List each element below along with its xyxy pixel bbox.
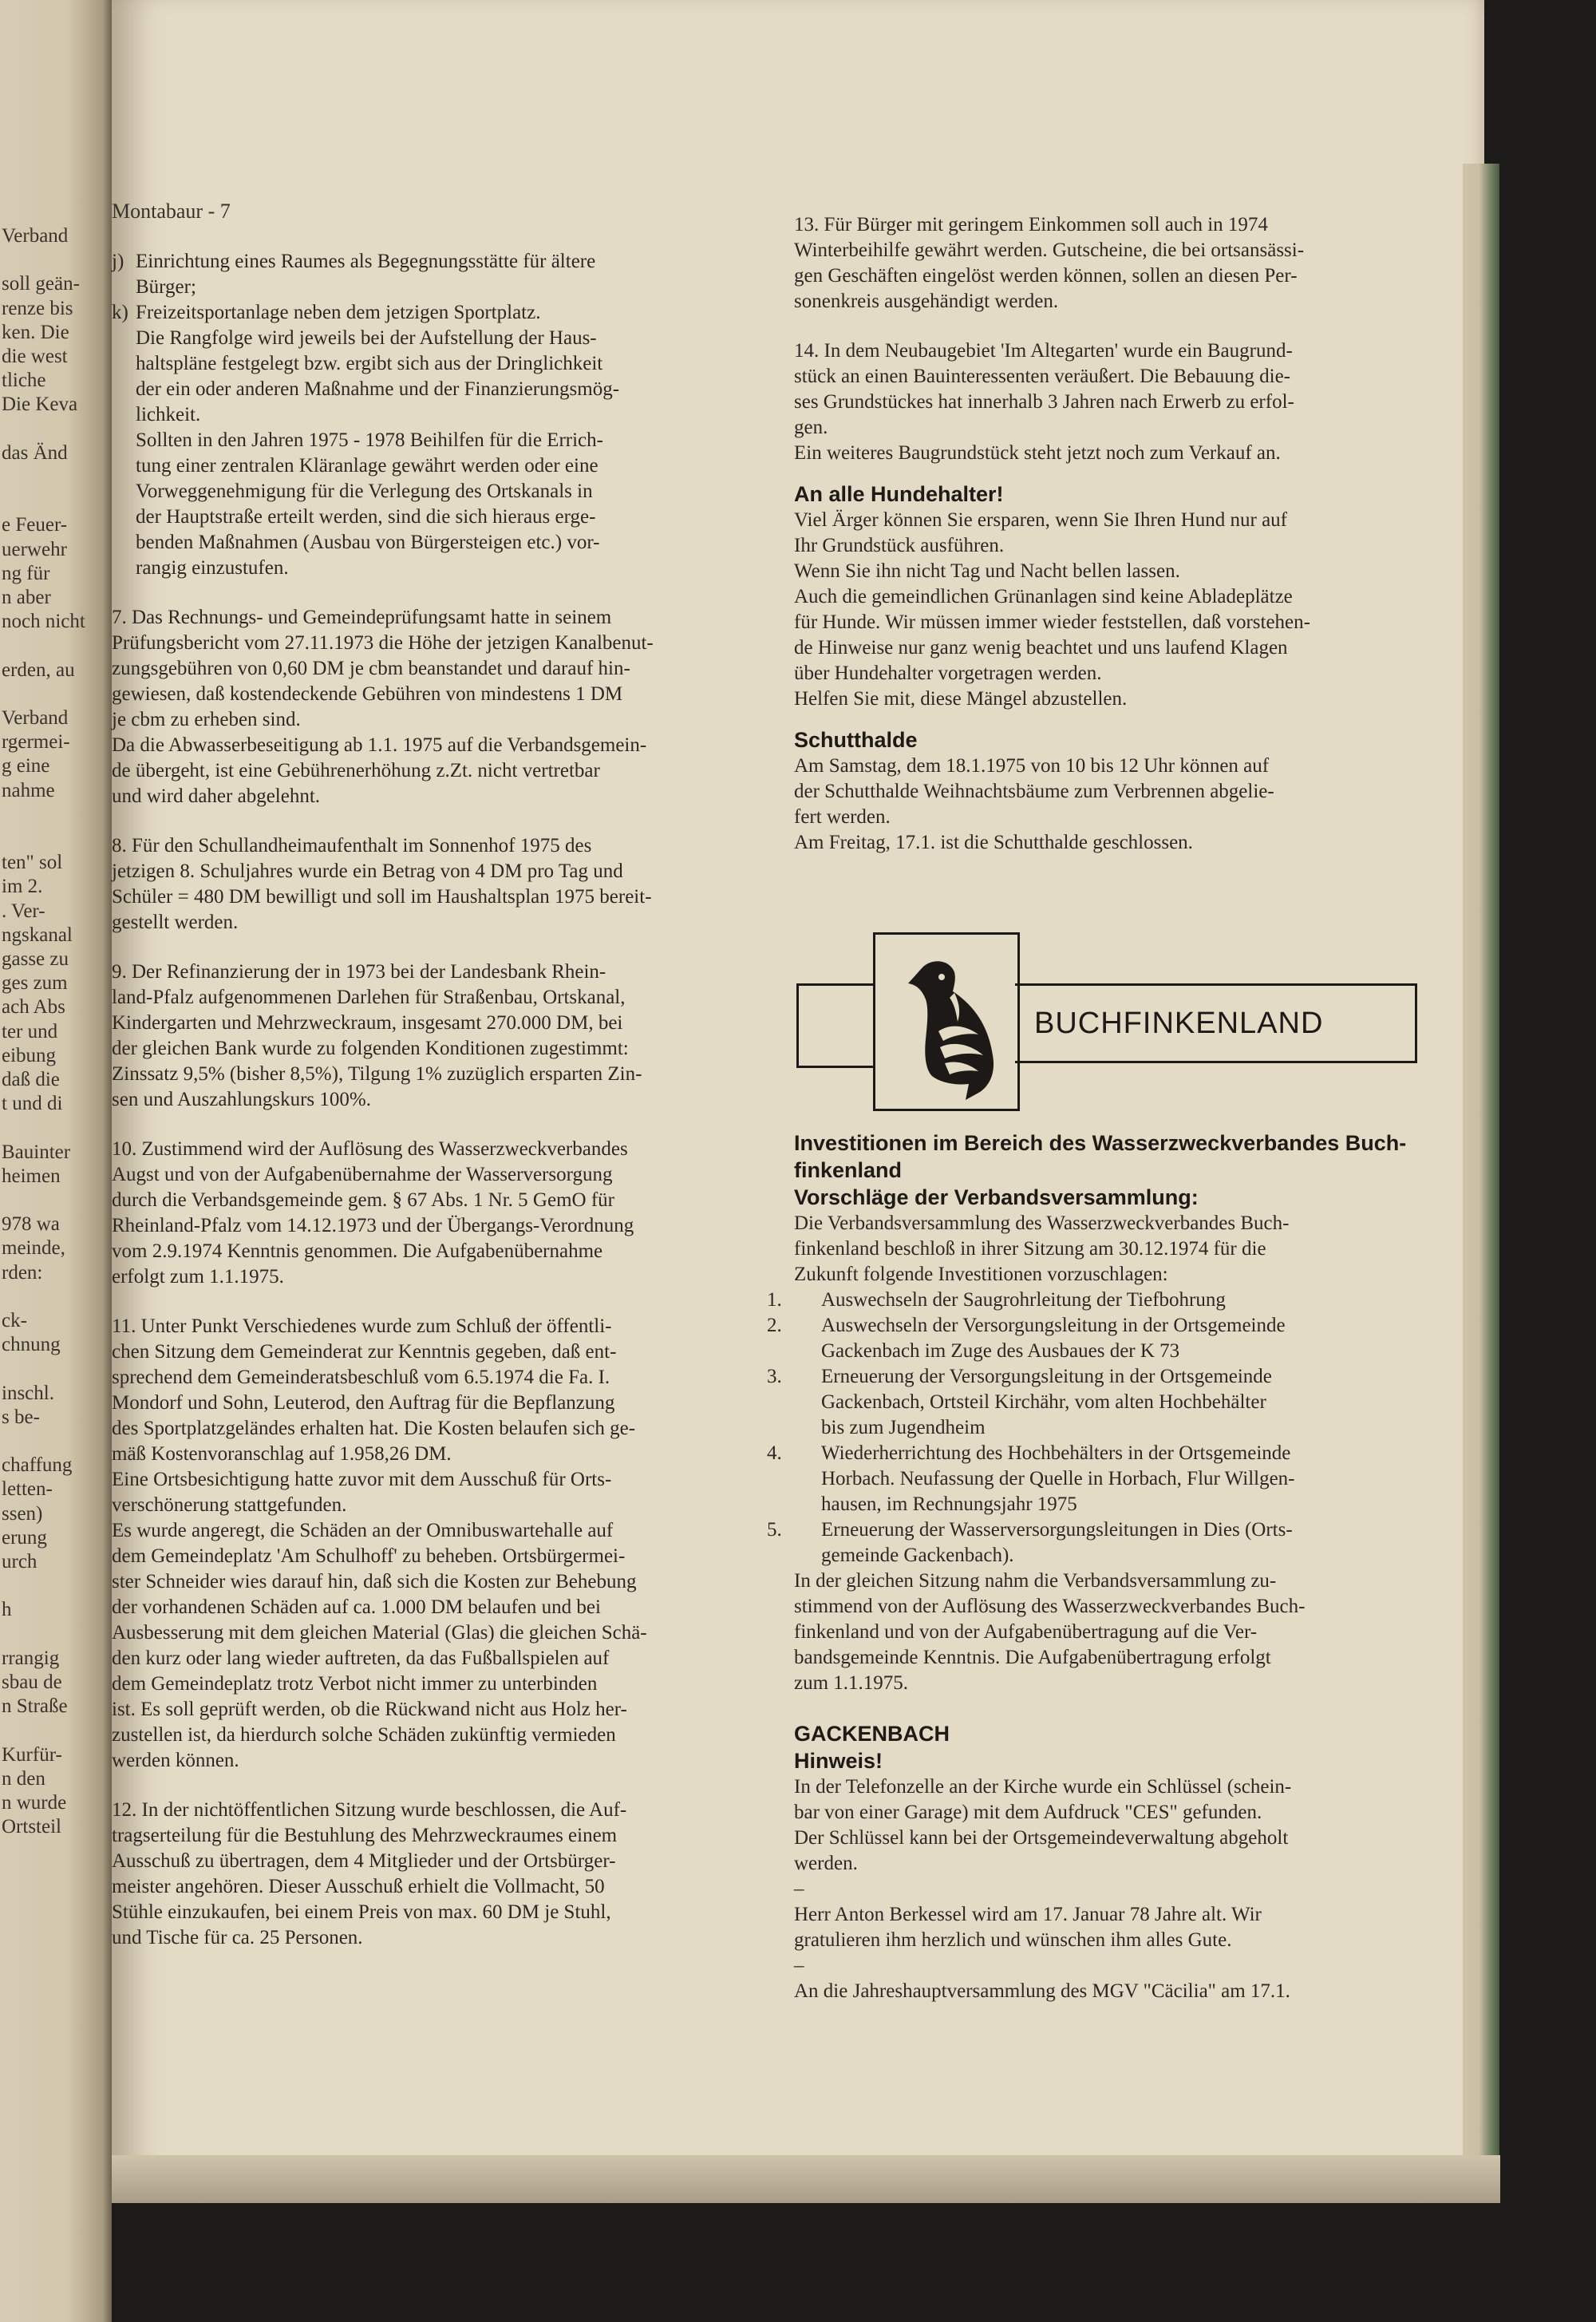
previous-page-text-fragment: eibung [2,1044,57,1066]
item-7-paragraph [112,605,766,809]
previous-page-text-fragment: ges zum [2,972,68,995]
previous-page-text-fragment: inschl. [2,1382,54,1404]
running-head: Montabaur - 7 [112,200,231,223]
previous-page-text-fragment: n den [2,1767,45,1790]
list-item [767,1517,1432,1568]
previous-page-text-fragment: n aber [2,587,51,608]
text-line: bar von einer Garage) mit dem Aufdruck "CES" gefunden. [794,1802,1262,1823]
text-line: Die Verbandsversammlung des Wasserzweckverbandes Buch- [794,1212,1290,1234]
text-line: Stühle einzukaufen, bei einem Preis von max. 60 DM je Stuhl, [112,1901,611,1923]
list-text [821,1289,1226,1311]
logo-frame-left [796,983,875,1068]
hundehalter-paragraph [794,508,1432,712]
text-line: meister angehören. Dieser Ausschuß erhielt die Vollmacht, 50 [112,1876,605,1897]
text-line: Helfen Sie mit, diese Mängel abzustellen. [794,688,1128,710]
list-number: 4. [767,1442,782,1464]
previous-page-text-fragment: rden: [2,1261,43,1284]
text-line: Eine Ortsbesichtigung hatte zuvor mit dem Ausschuß für Orts- [112,1469,612,1490]
vorschlaege-heading: Vorschläge der Verbandsversammlung: [794,1185,1199,1209]
text-line: der gleichen Bank wurde zu folgenden Konditionen zugestimmt: [112,1038,629,1059]
previous-page-text-fragment: uerwehr [2,538,67,560]
text-line: An die Jahreshauptversammlung des MGV "Cäcilia" am 17.1. [794,1980,1290,2002]
text-line: stimmend von der Auflösung des Wasserzweckverbandes Buch- [794,1596,1306,1617]
separator-dash: – [794,1955,804,1976]
text-line: des Sportplatzgeländes erhalten hat. Die Kosten belaufen sich ge- [112,1418,636,1439]
list-item [767,1364,1432,1441]
text-line: Ein weiteres Baugrundstück steht jetzt noch zum Verkauf an. [794,442,1281,464]
text-line: 9. Der Refinanzierung der in 1973 bei der Landesbank Rhein- [112,961,606,983]
text-line: Horbach. Neufassung der Quelle in Horbach, Flur Willgen- [821,1468,1295,1489]
text-line: der Hauptstraße erteilt werden, sind die sich hieraus erge- [136,506,596,528]
text-line: sen und Auszahlungskurs 100%. [112,1089,371,1110]
list-text [821,1519,1293,1566]
buchfinkenland-logo [796,932,1420,1117]
item-text [136,251,595,298]
item-8-paragraph [112,833,766,936]
hinweis-heading: Hinweis! [794,1749,883,1773]
text-line: werden können. [112,1750,239,1771]
text-line: ist. Es soll geprüft werden, ob die Rückwand nicht aus Holz her- [112,1699,627,1720]
page-bottom-edge [112,2155,1500,2203]
text-line: erfolgt zum 1.1.1975. [112,1266,284,1288]
text-line: tragserteilung für die Bestuhlung des Mehrzweckraumes einem [112,1825,618,1846]
previous-page-text-fragment: urch [2,1551,38,1572]
previous-page-text-fragment: noch nicht [2,611,85,633]
text-line: Viel Ärger können Sie ersparen, wenn Sie Ihren Hund nur auf [794,509,1287,531]
item-14-paragraph [794,338,1432,466]
text-line: fert werden. [794,806,891,828]
previous-page-text-fragment: nahme [2,779,55,801]
text-line: gemeinde Gackenbach). [821,1545,1014,1566]
text-line: Ausbesserung mit dem gleichen Material (Glas) die gleichen Schä- [112,1622,647,1644]
beihilfen-paragraph [112,428,766,581]
text-line: Freizeitsportanlage neben dem jetzigen Sportplatz. [136,302,541,323]
text-line: Prüfungsbericht vom 27.11.1973 die Höhe der jetzigen Kanalbenut- [112,632,654,654]
hundehalter-heading: An alle Hundehalter! [794,482,1004,506]
text-line: über Hundehalter vorgetragen werden. [794,663,1102,684]
investitionen-list [767,1288,1432,1568]
previous-page-text-fragment: chnung [2,1334,61,1356]
text-line: rangig einzustufen. [136,557,289,579]
list-number: 1. [767,1289,782,1311]
text-line: für Hunde. Wir müssen immer wieder feststellen, daß vorstehen- [794,611,1310,633]
text-line: Vorweggenehmigung für die Verlegung des Ortskanals in [136,481,593,502]
rangfolge-paragraph [112,326,766,428]
text-line: Bürger; [136,276,196,298]
text-line: Zinssatz 9,5% (bisher 8,5%), Tilgung 1% zuzüglich ersparten Zin- [112,1063,642,1085]
text-line: Wenn Sie ihn nicht Tag und Nacht bellen lassen. [794,560,1180,582]
item-11-paragraph [112,1314,766,1774]
item-k [112,300,766,326]
text-line: den kurz oder lang wieder auftreten, da das Fußballspielen auf [112,1648,610,1669]
previous-page-text-fragment: h [2,1599,12,1621]
previous-page-text-fragment: t und di [2,1093,63,1115]
text-line: tung einer zentralen Kläranlage gewährt werden oder eine [136,455,598,477]
right-column-upper [794,212,1432,856]
text-line: benden Maßnahmen (Ausbau von Bürgersteigen etc.) vor- [136,532,600,553]
previous-page-text-fragment: Verband [2,707,69,729]
list-text [821,1366,1272,1438]
text-line: haltspläne festgelegt bzw. ergibt sich aus der Dringlichkeit [136,353,603,374]
gackenbach-heading: GACKENBACH [794,1722,950,1746]
previous-page-text-fragment: ck- [2,1310,27,1331]
item-label: j) [112,251,124,272]
previous-page-text-fragment: ten" sol [2,852,63,874]
separator-dash: – [794,1878,804,1900]
text-line: jetzigen 8. Schuljahres wurde ein Betrag von 4 DM pro Tag und [112,860,623,882]
previous-page-text-fragment: sbau de [2,1671,62,1693]
schutthalde-heading: Schutthalde [794,728,918,752]
text-line: Der Schlüssel kann bei der Ortsgemeindeverwaltung abgeholt [794,1827,1289,1849]
text-line: zum 1.1.1975. [794,1672,909,1694]
previous-page-text-fragment: gasse zu [2,948,69,970]
item-j [112,249,766,300]
list-item [767,1313,1432,1364]
text-line: Rheinland-Pfalz vom 14.12.1973 und der Übergangs-Verordnung [112,1215,634,1236]
text-line: 8. Für den Schullandheimaufenthalt im Sonnenhof 1975 des [112,835,592,856]
text-line: der ein oder anderen Maßnahme und der Finanzierungsmög- [136,378,620,400]
list-number: 3. [767,1366,782,1387]
previous-page-text-fragment: s be- [2,1406,40,1428]
list-item [767,1288,1432,1313]
text-line: In der Telefonzelle an der Kirche wurde ein Schlüssel (schein- [794,1776,1292,1798]
previous-page-edge [0,0,112,2322]
text-line: Gackenbach, Ortsteil Kirchähr, vom alten Hochbehälter [821,1391,1266,1413]
previous-page-text-fragment: n wurde [2,1792,67,1814]
text-line: In der gleichen Sitzung nahm die Verbandsversammlung zu- [794,1570,1277,1592]
previous-page-text-fragment: daß die [2,1069,60,1090]
vorschlaege-intro [794,1211,1432,1288]
text-line: gratulieren ihm herzlich und wünschen ihm alles Gute. [794,1929,1232,1951]
text-line: gen. [794,417,828,438]
text-line: bis zum Jugendheim [821,1417,986,1438]
logo-banner: BUCHFINKENLAND [1015,983,1417,1063]
item-9-paragraph [112,959,766,1113]
text-line: mäß Kostenvoranschlag auf 1.958,26 DM. [112,1443,452,1465]
text-line: der vorhandenen Schäden auf ca. 1.000 DM belaufen und bei [112,1596,601,1618]
previous-page-text-fragment: im 2. [2,876,43,898]
item-label: k) [112,302,128,323]
book-spine [1463,164,1499,2155]
text-line: de übergeht, ist eine Gebührenerhöhung z.Zt. nicht vertretbar [112,760,600,781]
previous-page-text-fragment: Verband [2,225,69,247]
previous-page-text-fragment: die west [2,346,68,367]
text-line: Zukunft folgende Investitionen vorzuschlagen: [794,1264,1168,1285]
text-line: chen Sitzung dem Gemeinderat zur Kenntnis gegeben, daß ent- [112,1341,617,1363]
previous-page-text-fragment: n Straße [2,1695,68,1718]
previous-page-text-fragment: rgermei- [2,731,70,754]
previous-page-text-fragment: meinde, [2,1237,65,1260]
finch-icon [876,936,1012,1103]
vorschlaege-outro [794,1568,1432,1696]
text-line: 14. In dem Neubaugebiet 'Im Altegarten' wurde ein Baugrund- [794,340,1293,362]
text-line: je cbm zu erheben sind. [112,709,301,730]
text-line: Augst und von der Aufgabenübernahme der Wasserversorgung [112,1164,613,1185]
text-line: bandsgemeinde Kenntnis. Die Aufgabenübertragung erfolgt [794,1647,1271,1668]
previous-page-text-fragment: Die Keva [2,394,78,416]
text-line: Da die Abwasserbeseitigung ab 1.1. 1975 auf die Verbandsgemein- [112,734,647,756]
text-line: Ausschuß zu übertragen, dem 4 Mitglieder und der Ortsbürger- [112,1850,616,1872]
right-column-lower [767,1129,1432,2004]
previous-page-text-fragment: Ortsteil [2,1816,61,1838]
text-line: und wird daher abgelehnt. [112,785,321,807]
text-line: Am Samstag, dem 18.1.1975 von 10 bis 12 Uhr können auf [794,755,1270,777]
previous-page-text-fragment: g eine [2,755,50,777]
text-line: Die Rangfolge wird jeweils bei der Aufstellung der Haus- [136,327,597,349]
list-text [821,1442,1295,1515]
text-line: 7. Das Rechnungs- und Gemeindeprüfungsamt hatte in seinem [112,607,612,628]
text-line: Erneuerung der Wasserversorgungsleitungen in Dies (Orts- [821,1519,1293,1541]
text-line: 12. In der nichtöffentlichen Sitzung wurde beschlossen, die Auf- [112,1799,627,1821]
left-column [112,249,766,1951]
previous-page-text-fragment: soll geän- [2,273,80,295]
text-line: Herr Anton Berkessel wird am 17. Januar 78 Jahre alt. Wir [794,1904,1262,1925]
item-13-paragraph [794,212,1432,314]
text-line: Auswechseln der Saugrohrleitung der Tiefbohrung [821,1289,1226,1311]
previous-page-text-fragment: renze bis [2,297,73,319]
text-line: ses Grundstückes hat innerhalb 3 Jahren nach Erwerb zu erfol- [794,391,1294,413]
previous-page-text-fragment: Bauinter [2,1141,71,1163]
text-line: Erneuerung der Versorgungsleitung in der Ortsgemeinde [821,1366,1272,1387]
text-line: verschönerung stattgefunden. [112,1494,347,1516]
text-line: gewiesen, daß kostendeckende Gebühren von mindestens 1 DM [112,683,623,705]
previous-page-text-fragment: ng für [2,562,50,584]
previous-page-text-fragment: letten- [2,1478,53,1501]
previous-page-text-fragment: erung [2,1526,47,1549]
text-line: stück an einen Bauinteressenten veräußert. Die Bebauung die- [794,366,1290,387]
previous-page-text-fragment: ach Abs [2,996,65,1019]
text-line: Schüler = 480 DM bewilligt und soll im Haushaltsplan 1975 bereit- [112,886,652,908]
text-line: Wiederherrichtung des Hochbehälters in der Ortsgemeinde [821,1442,1291,1464]
text-line: 11. Unter Punkt Verschiedenes wurde zum Schluß der öffentli- [112,1315,612,1337]
text-line: lichkeit. [136,404,201,425]
previous-page-text-fragment: Kurfür- [2,1743,62,1766]
previous-page-text-fragment: e Feuer- [2,514,68,536]
text-line: ster Schneider wies darauf hin, daß sich die Kosten zur Behebung [112,1571,637,1592]
previous-page-text-fragment: erden, au [2,659,75,681]
previous-page-text-fragment: tliche [2,370,46,392]
text-line: Es wurde angeregt, die Schäden an der Omnibuswartehalle auf [112,1520,614,1541]
schutthalde-paragraph [794,754,1432,856]
text-line: der Schutthalde Weihnachtsbäume zum Verbrennen abgelie- [794,781,1274,802]
text-line: Kindergarten und Mehrzweckraum, insgesamt 270.000 DM, bei [112,1012,623,1034]
item-text [136,302,540,323]
text-line: durch die Verbandsgemeinde gem. § 67 Abs. 1 Nr. 5 GemO für [112,1189,614,1211]
list-number: 2. [767,1315,782,1336]
previous-page-text-fragment: chaffung [2,1454,73,1477]
mgv-paragraph [794,1979,1432,2004]
text-line: finkenland und von der Aufgabenübertragung auf die Ver- [794,1621,1258,1643]
text-line: gestellt werden. [112,912,239,933]
previous-page-text-fragment: ssen) [2,1502,43,1525]
text-line: zungsgebühren von 0,60 DM je cbm beanstandet und darauf hin- [112,658,630,679]
text-line: zustellen ist, da hierdurch solche Schäden zukünftig vermieden [112,1724,616,1746]
text-line: finkenland beschloß in ihrer Sitzung am 30.12.1974 für die [794,1238,1266,1260]
previous-page-text-fragment: . Ver- [2,900,45,922]
previous-page-text-fragment: 978 wa [2,1213,60,1236]
list-item [767,1441,1432,1517]
list-text [821,1315,1286,1362]
text-line: finkenland [794,1158,903,1182]
text-line: Am Freitag, 17.1. ist die Schutthalde geschlossen. [794,832,1193,853]
item-10-paragraph [112,1137,766,1290]
text-line: land-Pfalz aufgenommenen Darlehen für Straßenbau, Ortskanal, [112,987,626,1008]
previous-page-text-fragment: heimen [2,1165,61,1187]
text-line: hausen, im Rechnungsjahr 1975 [821,1493,1077,1515]
text-line: Gackenbach im Zuge des Ausbaues der K 73 [821,1340,1180,1362]
text-line: Investitionen im Bereich des Wasserzweckverbandes Buch- [794,1131,1407,1155]
text-line: und Tische für ca. 25 Personen. [112,1927,363,1948]
text-line: Einrichtung eines Raumes als Begegnungsstätte für ältere [136,251,596,272]
hinweis-paragraph [794,1774,1432,1877]
text-line: Auch die gemeindlichen Grünanlagen sind keine Abladeplätze [794,586,1293,607]
text-line: Auswechseln der Versorgungsleitung in der Ortsgemeinde [821,1315,1286,1336]
previous-page-text-fragment: das Änd [2,441,68,464]
text-line: dem Gemeindeplatz trotz Verbot nicht immer zu unterbinden [112,1673,598,1695]
text-line: Sollten in den Jahren 1975 - 1978 Beihilfen für die Errich- [136,429,603,451]
text-line: 10. Zustimmend wird der Auflösung des Wasserzweckverbandes [112,1138,628,1160]
text-line: 13. Für Bürger mit geringem Einkommen soll auch in 1974 [794,214,1268,235]
berkessel-paragraph [794,1902,1432,1953]
text-line: werden. [794,1853,858,1874]
previous-page-text-fragment: ken. Die [2,321,69,343]
text-line: sonenkreis ausgehändigt werden. [794,291,1059,312]
text-line: de Hinweise nur ganz wenig beachtet und uns laufend Klagen [794,637,1288,659]
text-line: dem Gemeindeplatz 'Am Schulhoff' zu beheben. Ortsbürgermei- [112,1545,626,1567]
text-line: Winterbeihilfe gewährt werden. Gutscheine, die bei ortsansässi- [794,239,1305,261]
item-12-paragraph [112,1798,766,1951]
text-line: Mondorf und Sohn, Leuterod, den Auftrag für die Bepflanzung [112,1392,615,1414]
previous-page-text-fragment: ngskanal [2,924,73,946]
text-line: sprechend dem Gemeinderatsbeschluß vom 6.5.1974 die Fa. I. [112,1367,610,1388]
text-line: vom 2.9.1974 Kenntnis genommen. Die Aufgabenübernahme [112,1240,603,1262]
text-line: gen Geschäften eingelöst werden können, sollen an diesen Per- [794,265,1298,287]
text-line: Ihr Grundstück ausführen. [794,535,1005,556]
list-number: 5. [767,1519,782,1541]
investitionen-heading [794,1129,1432,1184]
previous-page-text-fragment: ter und [2,1020,58,1042]
previous-page-text-fragment: rrangig [2,1647,60,1669]
